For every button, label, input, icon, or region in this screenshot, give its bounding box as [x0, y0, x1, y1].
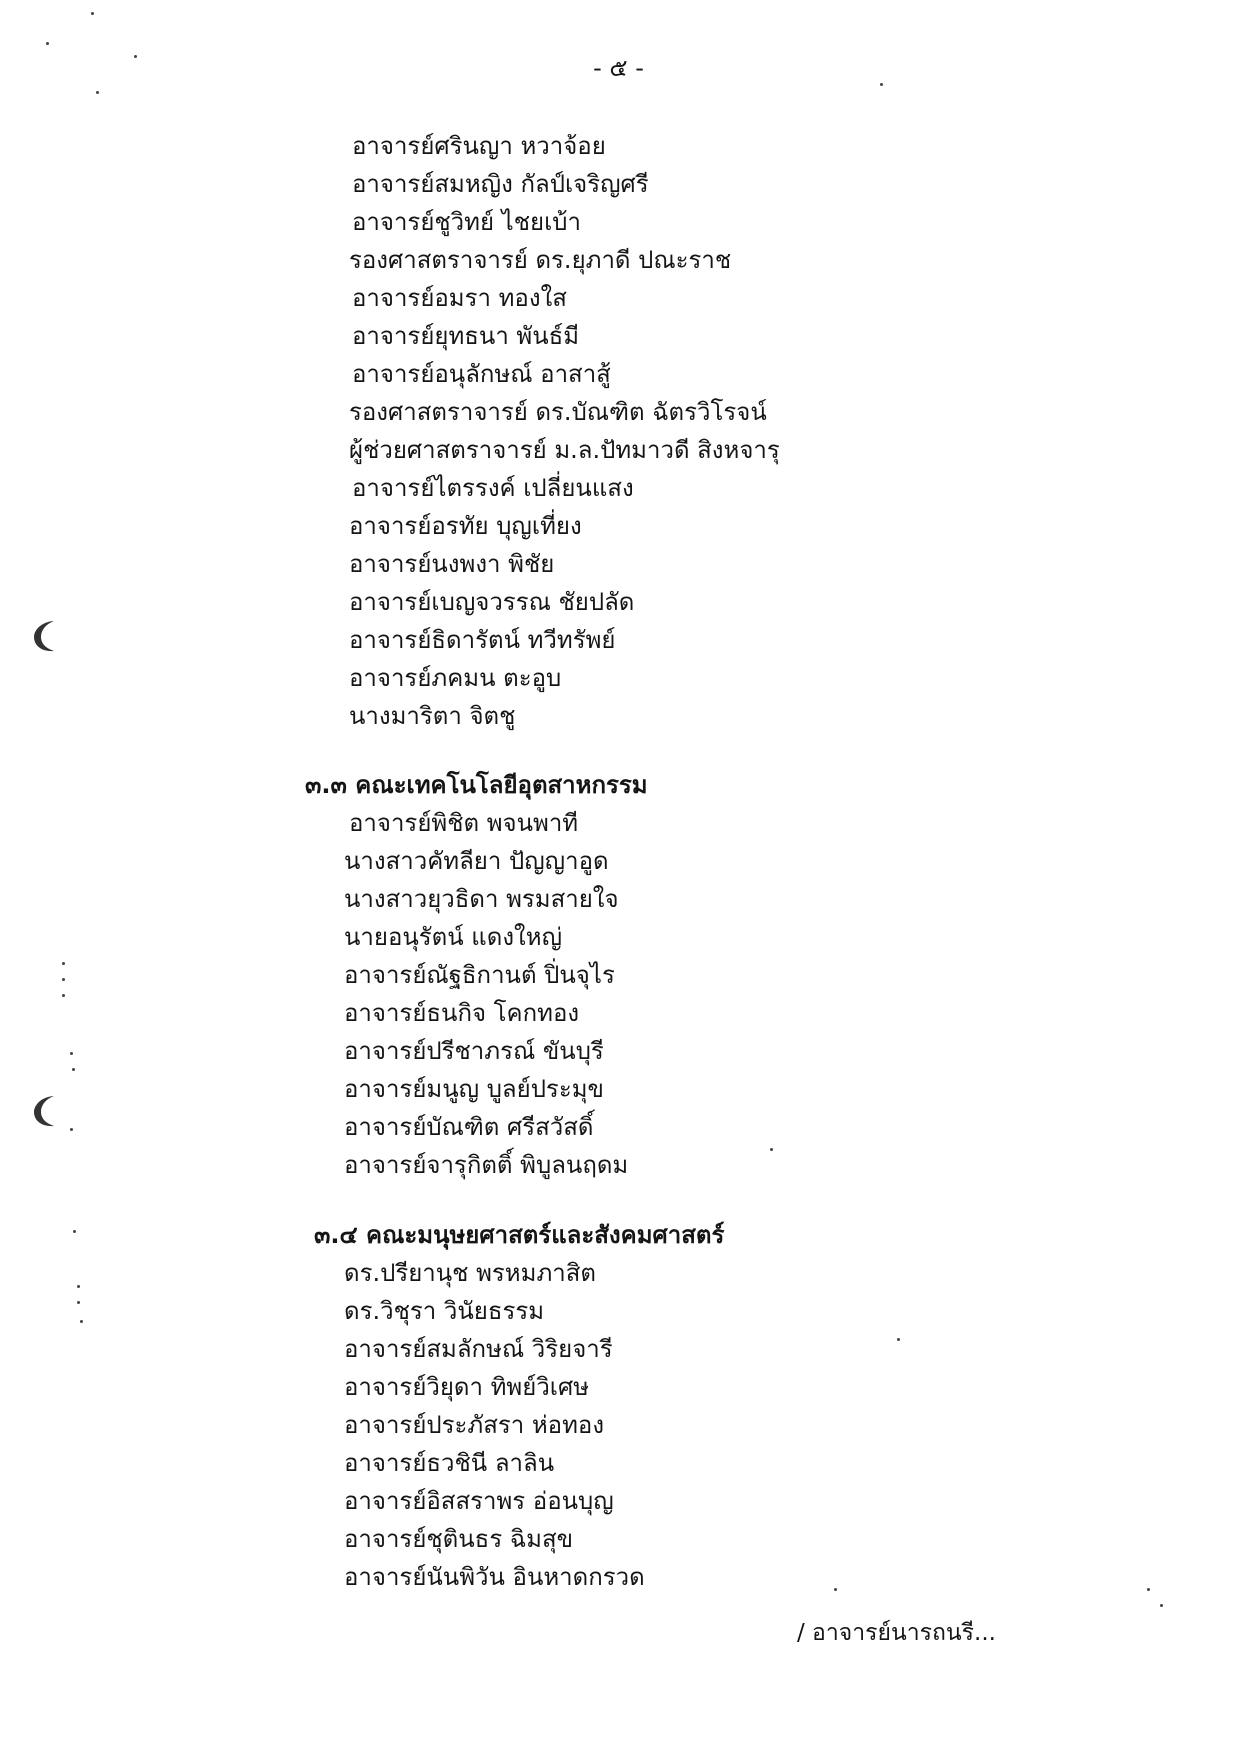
- list-item: อาจารย์มนูญ บูลย์ประมุข: [344, 1075, 604, 1103]
- list-item: ผู้ช่วยศาสตราจารย์ ม.ล.ปัทมาวดี สิงหจารุ: [349, 436, 780, 464]
- section-heading: ๓.๔ คณะมนุษยศาสตร์และสังคมศาสตร์: [314, 1221, 725, 1249]
- speck: [73, 1230, 76, 1233]
- speck: [880, 83, 883, 86]
- list-item: ดร.วิชุรา วินัยธรรม: [344, 1297, 545, 1325]
- speck: [1147, 1588, 1150, 1591]
- list-item: อาจารย์สมหญิง กัลป์เจริญศรี: [352, 170, 649, 198]
- punch-hole-mark: [30, 1092, 60, 1130]
- speck: [77, 1301, 80, 1304]
- list-item: อาจารย์ยุทธนา พันธ์มี: [352, 322, 580, 350]
- list-item: อาจารย์เบญจวรรณ ชัยปลัด: [349, 588, 635, 616]
- list-item: อาจารย์ประภัสรา ห่อทอง: [344, 1411, 605, 1439]
- speck: [70, 1052, 73, 1055]
- list-item: อาจารย์ศรินญา หวาจ้อย: [352, 132, 606, 160]
- list-item: อาจารย์นงพงา พิชัย: [349, 550, 555, 578]
- list-item: ดร.ปรียานุช พรหมภาสิต: [344, 1259, 596, 1287]
- speck: [897, 1338, 900, 1341]
- list-item: อาจารย์อิสสราพร อ่อนบุญ: [344, 1487, 614, 1515]
- list-item: อาจารย์ชูวิทย์ ไชยเบ้า: [352, 208, 581, 236]
- list-item: อาจารย์พิชิต พจนพาที: [349, 809, 579, 837]
- list-item: นางสาวคัทลียา ปัญญาอูด: [344, 847, 609, 875]
- list-item: อาจารย์ภคมน ตะอูบ: [349, 664, 562, 692]
- list-item: อาจารย์ธิดารัตน์ ทวีทรัพย์: [349, 626, 616, 654]
- list-item: อาจารย์ปรีชาภรณ์ ขันบุรี: [344, 1037, 604, 1065]
- list-item: อาจารย์จารุกิตติ์ พิบูลนฤดม: [344, 1151, 629, 1179]
- speck: [96, 91, 99, 94]
- list-item: อาจารย์ณัฐธิกานต์ ปิ่นจุไร: [344, 961, 615, 989]
- speck: [77, 1285, 80, 1288]
- speck: [770, 1148, 773, 1151]
- page-number: - ๕ -: [593, 54, 644, 82]
- list-item: อาจารย์นันพิวัน อินหาดกรวด: [344, 1563, 645, 1591]
- list-item: อาจารย์บัณฑิต ศรีสวัสดิ์: [344, 1113, 594, 1141]
- speck: [72, 1068, 75, 1071]
- list-item: อาจารย์อมรา ทองใส: [352, 284, 567, 312]
- speck: [62, 978, 65, 981]
- list-item: นางสาวยุวธิดา พรมสายใจ: [344, 885, 619, 913]
- list-item: นางมาริตา จิตชู: [349, 702, 516, 730]
- speck: [46, 42, 49, 45]
- speck: [91, 12, 94, 15]
- list-item: รองศาสตราจารย์ ดร.ยุภาดี ปณะราช: [349, 246, 732, 274]
- speck: [80, 1320, 83, 1323]
- list-item: อาจารย์ธนกิจ โคกทอง: [344, 999, 580, 1027]
- list-item: อาจารย์อรทัย บุญเที่ยง: [349, 512, 582, 540]
- list-item: อาจารย์ไตรรงค์ เปลี่ยนแสง: [352, 474, 634, 502]
- list-item: นายอนุรัตน์ แดงใหญ่: [344, 923, 563, 951]
- speck: [134, 55, 137, 58]
- speck: [62, 994, 65, 997]
- list-item: อาจารย์วิยุดา ทิพย์วิเศษ: [344, 1373, 590, 1401]
- speck: [834, 1588, 837, 1591]
- speck: [1160, 1604, 1163, 1607]
- section-heading: ๓.๓ คณะเทคโนโลยีอุตสาหกรรม: [305, 771, 648, 799]
- speck: [70, 1128, 73, 1131]
- list-item: อาจารย์ธวชินี ลาลิน: [344, 1449, 555, 1477]
- list-item: รองศาสตราจารย์ ดร.บัณฑิต ฉัตรวิโรจน์: [349, 398, 767, 426]
- punch-hole-mark: [30, 617, 60, 655]
- speck: [62, 962, 65, 965]
- list-item: อาจารย์ชุตินธร ฉิมสุข: [344, 1525, 574, 1553]
- continuation-note: / อาจารย์นารถนรี...: [797, 1620, 996, 1646]
- list-item: อาจารย์อนุลักษณ์ อาสาสู้: [352, 360, 611, 388]
- list-item: อาจารย์สมลักษณ์ วิริยจารี: [344, 1335, 613, 1363]
